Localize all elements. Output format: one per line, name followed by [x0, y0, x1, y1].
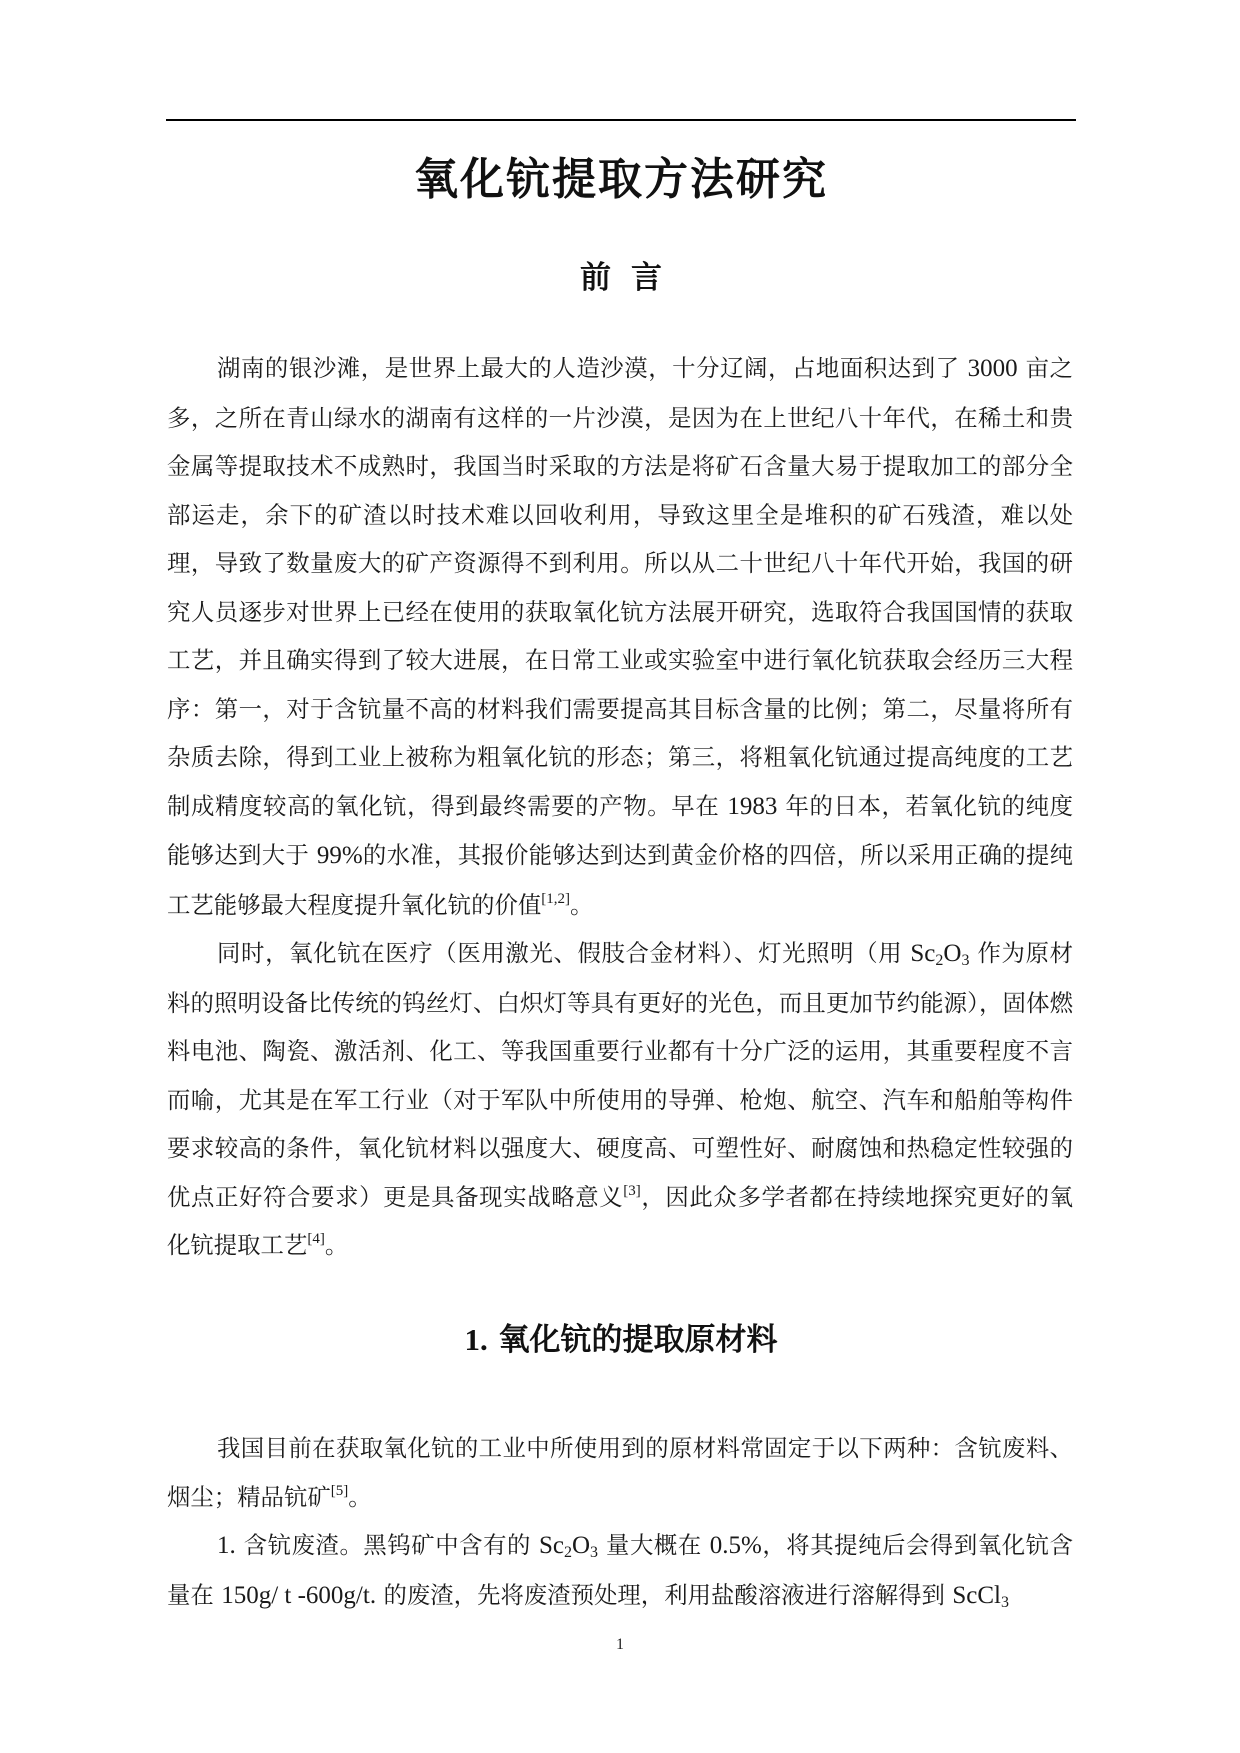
text-run: 。: [570, 890, 594, 919]
paragraph: [167, 929, 1073, 1270]
preface-heading: [166, 256, 1076, 300]
citation: [5]: [330, 1482, 349, 1499]
subscript: 3: [590, 1544, 599, 1561]
latin-text: 150g/ t -600g/t.: [221, 1581, 377, 1609]
citation: [1,2]: [541, 890, 570, 907]
paragraph: [167, 1521, 1073, 1620]
latin-text: 1.: [217, 1532, 236, 1559]
text-run: 我国目前在获取氧化钪的工业中所使用到的原材料常固定于以下两种：含钪废料、烟尘；精品钪矿: [167, 1434, 1073, 1511]
citation: [4]: [307, 1231, 325, 1247]
latin-text: O: [571, 1532, 591, 1559]
citation: [3]: [623, 1182, 641, 1199]
text-run: 的废渣，先将废渣预处理，利用盐酸溶液进行溶解得到: [376, 1580, 953, 1609]
preface-heading-char-1: 前: [580, 260, 611, 296]
text-run: 亩之多，之所在青山绿水的湖南有这样的一片沙漠，是因为在上世纪八十年代，在稀土和贵金属等提取技术不成熟时，我国当时采取的方法是将矿石含量大易于提取加工的部分全部运走，余下的矿渣以时技术难以回收利用，导致这里全是堆积的矿石残渣，难以处理，导致了数量废大的矿产资源得不到利用。所以从二十世纪八十年代开始，我国的研究人员逐步对世界上已经在使用的获取氧化钪方法展开研究，选取符合我国国情的获取工艺，并且确实得到了较大进展，在日常工业或实验室中进行氧化钪获取会经历三大程序：第一，对于含钪量不高的材料我们需要提高其目标含量的比例；第二，尽量将所有杂质去除，得到工业上被称为粗氧化钪的形态；第三，将粗氧化钪通过提高纯度的工艺制成精度较高的氧化钪，得到最终需要的产物。早在: [167, 354, 1074, 820]
paragraph: [167, 344, 1073, 929]
latin-text: 3000: [967, 355, 1018, 382]
section-number: 1.: [464, 1322, 488, 1357]
latin-text: ScCl: [952, 1581, 1001, 1609]
text-run: 同时，氧化钪在医疗（医用激光、假肢合金材料）、灯光照明（用: [217, 939, 911, 967]
text-run: 年的日本，若氧化钪的纯度能够达到大于: [167, 791, 1073, 869]
latin-text: Sc: [538, 1532, 564, 1559]
text-run: 作为原材料的照明设备比传统的钨丝灯、白炽灯等具有更好的光色，而且更加节约能源），固体燃料电池、陶瓷、激活剂、化工、等我国重要行业都有十分广泛的运用，其重要程度不言而喻，尤其是在军工行业（对于军队中所使用的导弹、枪炮、航空、汽车和船舶等构件要求较高的条件，氧化钪材料以强度大、硬度高、可塑性好、耐腐蚀和热稳定性较强的优点正好符合要求）更是具备现实战略意义: [167, 939, 1074, 1211]
latin-text: 0.5%: [709, 1532, 762, 1559]
page-number: 1: [616, 1636, 624, 1653]
text-run: 湖南的银沙滩，是世界上最大的人造沙漠，十分辽阔，占地面积达到了: [217, 354, 968, 382]
preface-heading-char-2: 言: [631, 260, 662, 296]
paragraph: [167, 1424, 1073, 1521]
text-run: 含钪废渣。黑钨矿中含有的: [235, 1531, 539, 1559]
text-run: ，因此众多学者都在持续地探究更好的氧化钪提取工艺: [167, 1182, 1074, 1259]
subscript: 3: [961, 952, 970, 969]
latin-text: O: [943, 940, 962, 967]
text-run: 量大概在: [598, 1531, 710, 1559]
subscript: 3: [1000, 1593, 1009, 1611]
section-1-heading: [166, 1318, 1076, 1362]
text-run: 的水准，其报价能够达到达到黄金价格的四倍，所以采用正确的提纯工艺能够最大程度提升氧化钪的价值: [167, 841, 1074, 919]
subscript: 2: [563, 1544, 572, 1561]
text-run: 。: [348, 1482, 372, 1511]
section-title: 氧化钪的提取原材料: [498, 1322, 778, 1358]
latin-text: Sc: [910, 940, 936, 967]
latin-text: 1983: [727, 792, 778, 820]
section-1-body: [167, 1424, 1073, 1620]
text-run: 。: [324, 1231, 349, 1259]
document-title: 氧化钪提取方法研究: [414, 154, 828, 205]
subscript: 2: [935, 952, 944, 969]
preface-body: [167, 344, 1073, 1270]
text-run: ，将其提纯后会得到氧化钪含量在: [167, 1531, 1074, 1609]
latin-text: 99%: [316, 842, 363, 869]
header-rule: [166, 119, 1076, 121]
